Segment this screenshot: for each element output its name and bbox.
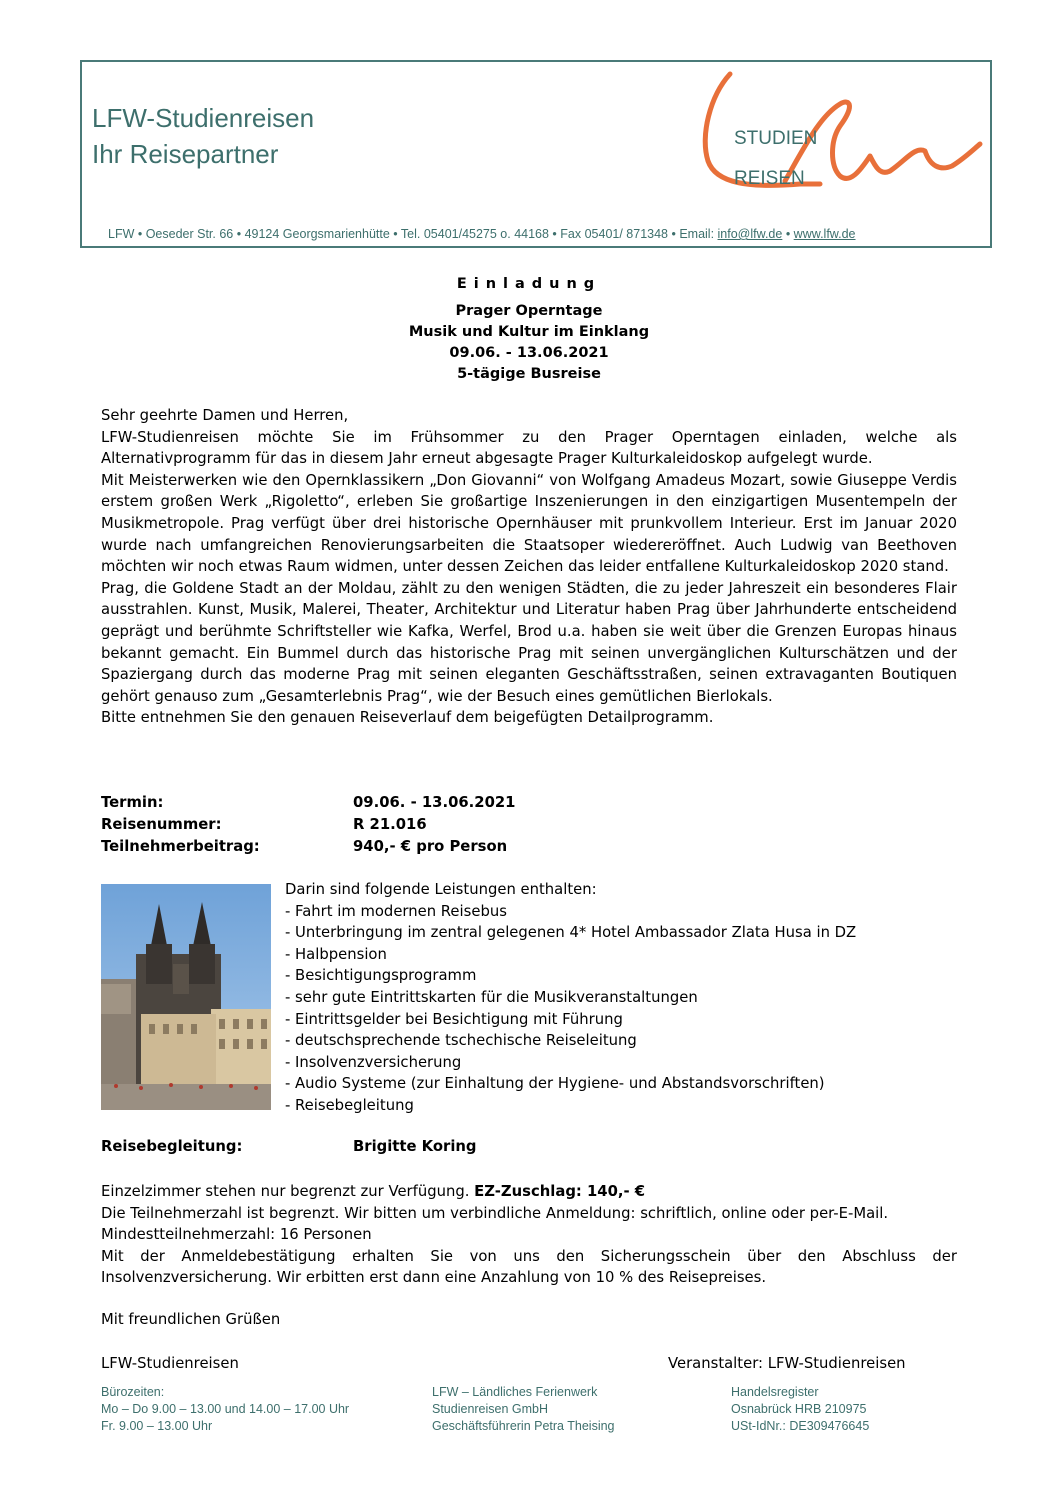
letter-paragraph: Prag, die Goldene Stadt an der Moldau, zählt zu den wenigen Städten, die zu jeder Jahreszeit ein besonderes Flair ausstrahlen. Kunst, Musik, Malerei, Theater, Architektur und Literatur haben Prag über Jahrhunderte entscheidend geprägt und berühmte Schriftsteller wie Kafka, Werfel, Brod u.a. haben sie weit über die Grenzen Europas hinaus bekannt gemacht. Ein Bummel durch das historische Prag mit seinen unvergänglichen Kulturschätzen und der Spaziergang durch das moderne Prag mit seinen eleganten Geschäftsstraßen, seinen extravaganten Boutiquen gehört genauso zum „Gesamterlebnis Prag“, wie der Besuch eines gemütlichen Bierlokals. (101, 579, 957, 705)
footer-office-hours (101, 1384, 349, 1435)
lfw-logo (690, 66, 990, 196)
footer-line: Bürozeiten: (101, 1385, 165, 1399)
minimum-note: Mindestteilnehmerzahl: 16 Personen (101, 1226, 372, 1244)
footer-line: USt-IdNr.: DE309476645 (731, 1419, 870, 1433)
letter-paragraph: LFW-Studienreisen möchte Sie im Frühsommer zu den Prager Operntagen einladen, welche als Alternativprogramm für das in diesem Jahr erneut abgesagte Prager Kulturkaleidoskop aufgelegt wurde. (101, 428, 957, 468)
invitation-label: Einladung (456, 276, 602, 292)
trip-type: 5-tägige Busreise (457, 366, 601, 382)
service-item: - Reisebegleitung (285, 1096, 414, 1114)
organizer: Veranstalter: LFW-Studienreisen (668, 1355, 906, 1372)
service-item: - deutschsprechende tschechische Reiseleitung (285, 1032, 637, 1050)
footer-line: Osnabrück HRB 210975 (731, 1402, 867, 1416)
service-item: - Halbpension (285, 945, 387, 963)
footer-line: Studienreisen GmbH (432, 1402, 549, 1416)
single-room-surcharge: EZ-Zuschlag: 140,- € (474, 1183, 646, 1200)
website-link[interactable]: www.lfw.de (793, 227, 856, 241)
service-item: - Eintrittsgelder bei Besichtigung mit Führung (285, 1010, 623, 1028)
service-item: - Insolvenzversicherung (285, 1053, 462, 1071)
single-room-note: Einzelzimmer stehen nur begrenzt zur Verfügung. (101, 1183, 475, 1200)
trip-headings (0, 301, 1058, 385)
footer-line: Handelsregister (731, 1385, 819, 1399)
limited-note: Die Teilnehmerzahl ist begrenzt. Wir bitten um verbindliche Anmeldung: schriftlich, online oder per-E-Mail. (101, 1204, 889, 1222)
logo-word-reisen: REISEN (734, 168, 805, 189)
detail-value: 09.06. - 13.06.2021 (353, 794, 516, 811)
footer-line: Geschäftsführerin Petra Theising (432, 1419, 615, 1433)
footer-company (432, 1384, 615, 1435)
service-item: - Unterbringung im zentral gelegenen 4* Hotel Ambassador Zlata Husa in DZ (285, 924, 857, 942)
detail-label: Teilnehmerbeitrag: (101, 838, 260, 855)
salutation: Sehr geehrte Damen und Herren, (101, 407, 349, 424)
contact-text: LFW • Oeseder Str. 66 • 49124 Georgsmarienhütte • Tel. 05401/45275 o. 44168 • Fax 05401/ 871348 • Email: (108, 227, 718, 241)
trip-title: Prager Operntage (455, 303, 603, 319)
detail-value: 940,- € pro Person (353, 838, 508, 855)
letter-paragraph: Mit Meisterwerken wie den Opernklassikern „Don Giovanni“ von Wolfgang Amadeus Mozart, sowie Giuseppe Verdis erstem großen Werk „Rigoletto“, erleben Sie großartige Inszenierungen in den einzigartigen Musentempeln der Musikmetropole. Prag verfügt über drei historische Opernhäuser mit prunkvollem Interieur. Erst im Januar 2020 wurde nach umfangreichen Renovierungsarbeiten die Staatsoper wiedereröffnet. Auch Ludwig van Beethoven möchten wir noch etwas Raum widmen, unter dessen Zeichen das leider entfallene Kulturkaleidoskop 2020 stand. (101, 471, 957, 576)
footer-line: LFW – Ländliches Ferienwerk (432, 1385, 598, 1399)
logo-word-studien: STUDIEN (734, 128, 818, 149)
detail-value: R 21.016 (353, 816, 427, 833)
prague-church-photo (101, 884, 271, 1110)
company-line1: LFW-Studienreisen (92, 103, 315, 133)
trip-subtitle: Musik und Kultur im Einklang (408, 324, 650, 340)
guide-label: Reisebegleitung: (101, 1138, 243, 1155)
company-line2: Ihr Reisepartner (92, 139, 279, 169)
letter-body (101, 405, 957, 729)
service-item: - Besichtigungsprogramm (285, 967, 477, 985)
company-name (92, 100, 314, 172)
footer-line: Fr. 9.00 – 13.00 Uhr (101, 1419, 213, 1433)
services-list (285, 879, 856, 1117)
contact-line (108, 227, 856, 241)
footer-register (731, 1384, 869, 1435)
closing-greeting: Mit freundlichen Grüßen (101, 1311, 281, 1328)
trip-dates: 09.06. - 13.06.2021 (449, 345, 609, 361)
services-intro: Darin sind folgende Leistungen enthalten: (285, 881, 597, 898)
security-note: Mit der Anmeldebestätigung erhalten Sie von uns den Sicherungsschein über den Abschluss der Insolvenzversicherung. Wir erbitten erst dann eine Anzahlung von 10 % des Reisepreises. (101, 1247, 957, 1287)
signature: LFW-Studienreisen (101, 1355, 239, 1372)
detail-label: Reisenummer: (101, 816, 222, 833)
service-item: - Fahrt im modernen Reisebus (285, 902, 507, 920)
email-link[interactable]: info@lfw.de (717, 227, 783, 241)
letter-paragraph: Bitte entnehmen Sie den genauen Reiseverlauf dem beigefügten Detailprogramm. (101, 709, 714, 727)
service-item: - Audio Systeme (zur Einhaltung der Hygiene- und Abstandsvorschriften) (285, 1075, 825, 1093)
detail-label: Termin: (101, 794, 164, 811)
guide-value: Brigitte Koring (353, 1138, 477, 1155)
service-item: - sehr gute Eintrittskarten für die Musikveranstaltungen (285, 988, 698, 1006)
notes (101, 1181, 957, 1289)
contact-separator: • (782, 227, 794, 241)
footer-line: Mo – Do 9.00 – 13.00 und 14.00 – 17.00 Uhr (101, 1402, 350, 1416)
